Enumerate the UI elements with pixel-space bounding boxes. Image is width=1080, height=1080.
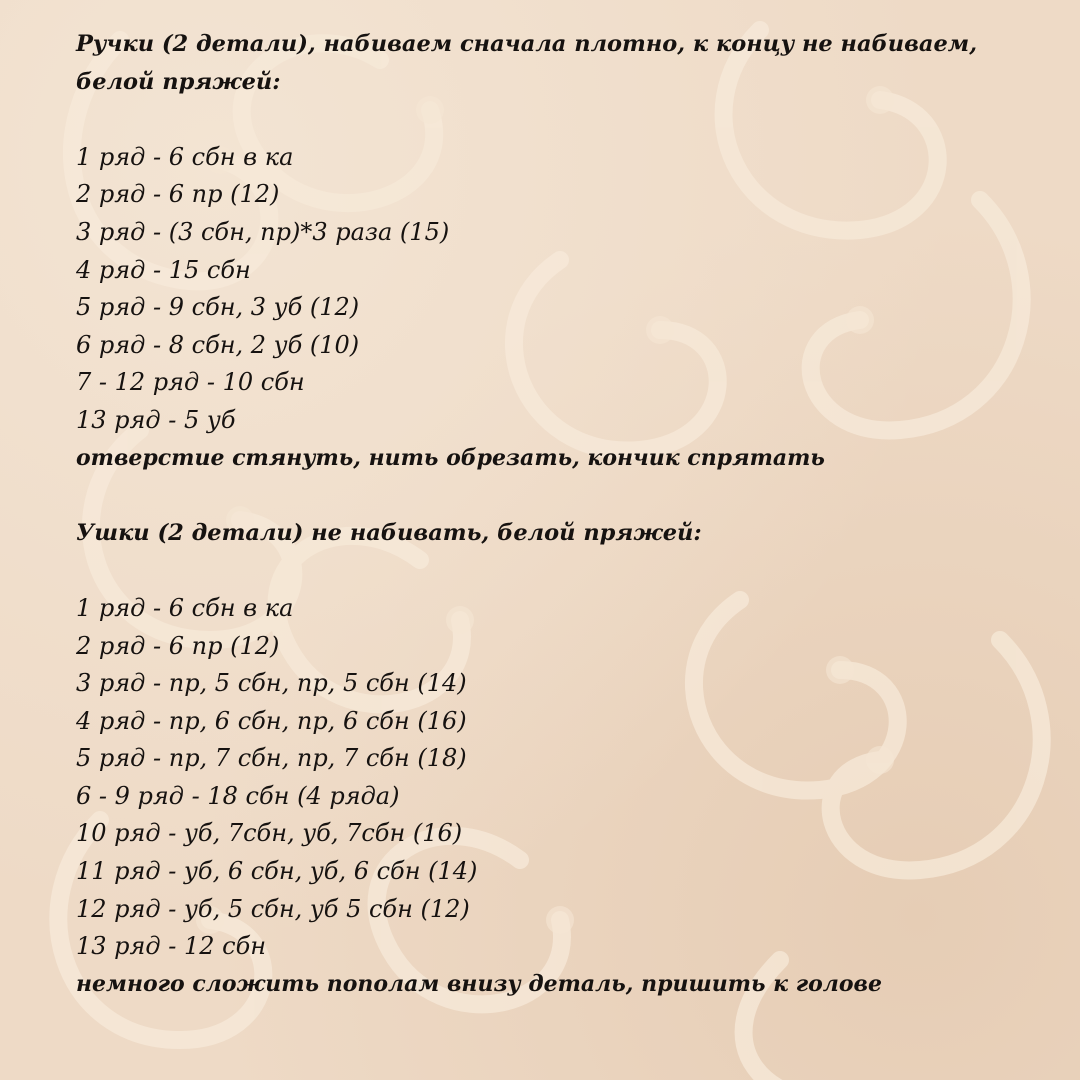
pattern-row: 4 ряд - пр, 6 сбн, пр, 6 сбн (16) — [76, 706, 467, 735]
pattern-row: 6 - 9 ряд - 18 сбн (4 ряда) — [76, 781, 400, 810]
pattern-row: 3 ряд - (3 сбн, пр)*3 раза (15) — [76, 217, 450, 246]
pattern-row: 13 ряд - 12 сбн — [76, 932, 267, 961]
pattern-row: 2 ряд - 6 пр (12) — [76, 180, 280, 209]
section-ears — [76, 515, 1036, 1004]
pattern-row: 5 ряд - 9 сбн, 3 уб (12) — [76, 293, 360, 322]
pattern-row: 4 ряд - 15 сбн — [76, 255, 251, 284]
section-note: немного сложить пополам внизу деталь, пришить к голове — [76, 970, 882, 997]
pattern-row: 5 ряд - пр, 7 сбн, пр, 7 сбн (18) — [76, 744, 467, 773]
pattern-row: 10 ряд - уб, 7сбн, уб, 7сбн (16) — [76, 819, 463, 848]
pattern-row: 12 ряд - уб, 5 сбн, уб 5 сбн (12) — [76, 894, 470, 923]
pattern-row: 7 - 12 ряд - 10 сбн — [76, 368, 305, 397]
section-handles — [76, 26, 1036, 477]
pattern-row: 13 ряд - 5 уб — [76, 405, 236, 434]
pattern-row: 2 ряд - 6 пр (12) — [76, 631, 280, 660]
pattern-text — [76, 26, 1036, 1003]
pattern-row: 11 ряд - уб, 6 сбн, уб, 6 сбн (14) — [76, 857, 478, 886]
pattern-row: 1 ряд - 6 сбн в ка — [76, 142, 294, 171]
pattern-row: 1 ряд - 6 сбн в ка — [76, 593, 294, 622]
pattern-row: 3 ряд - пр, 5 сбн, пр, 5 сбн (14) — [76, 669, 467, 698]
section-note: отверстие стянуть, нить обрезать, кончик спрятать — [76, 444, 825, 471]
section-heading: Ушки (2 детали) не набивать, белой пряжей: — [76, 519, 702, 546]
section-heading: Ручки (2 детали), набиваем сначала плотно, к концу не набиваем, белой пряжей: — [76, 31, 978, 95]
pattern-row: 6 ряд - 8 сбн, 2 уб (10) — [76, 330, 360, 359]
